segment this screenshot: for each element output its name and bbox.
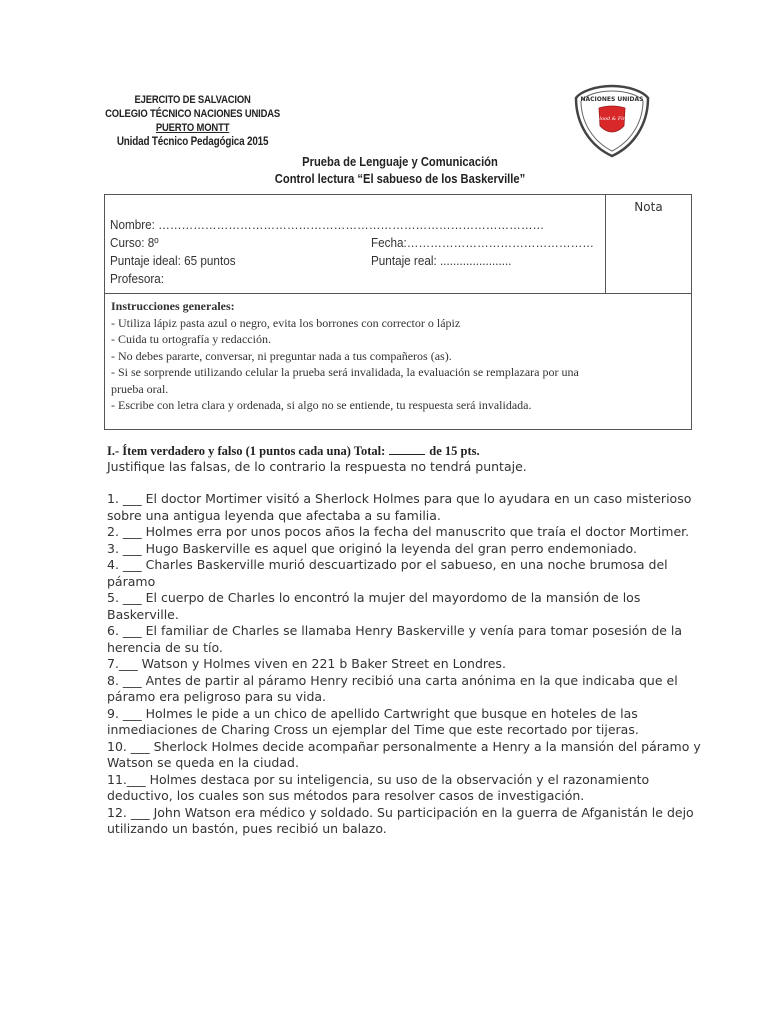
title-line-2: Control lectura “El sabueso de los Baskerville”: [274, 171, 526, 186]
instruction-item: - Si se sorprende utilizando celular la prueba será invalidada, la evaluación se remplazara por una: [111, 365, 579, 379]
question-item: 8. ___ Antes de partir al páramo Henry recibió una carta anónima en la que indicaba que el páramo era peligroso para su vida.: [107, 672, 678, 704]
section-subtitle: Justifique las falsas, de lo contrario la respuesta no tendrá puntaje.: [107, 459, 527, 474]
header-line-3: PUERTO MONTT: [155, 122, 230, 134]
instruction-item: - Cuida tu ortografía y redacción.: [111, 332, 271, 346]
title-line-1: Prueba de Lenguaje y Comunicación: [302, 154, 498, 169]
instruction-item: prueba oral.: [111, 381, 169, 396]
total-score-blank[interactable]: [389, 454, 425, 455]
student-info-table: [104, 194, 692, 430]
question-item: 10. ___ Sherlock Holmes decide acompañar personalmente a Henry a la mansión del páramo y Watson se queda en la ciudad.: [107, 738, 701, 770]
school-logo-icon: [574, 84, 650, 158]
question-item: 6. ___ El familiar de Charles se llamaba Henry Baskerville y venía para tomar posesión de la herencia de su tío.: [107, 623, 683, 655]
puntaje-ideal-label: Puntaje ideal: 65 puntos: [110, 253, 236, 268]
school-header: [104, 93, 281, 149]
section-title-text: I.- Ítem verdadero y falso (1 puntos cada una) Total:: [107, 444, 386, 458]
question-item: 7.___ Watson y Holmes viven en 221 b Baker Street en Londres.: [107, 656, 506, 671]
question-item: 12. ___ John Watson era médico y soldado. Su participación en la guerra de Afganistán le dejo utilizando un bastón, pues recibió un balazo.: [107, 804, 694, 836]
nota-box[interactable]: [605, 195, 691, 293]
header-line-4: Unidad Técnico Pedagógica 2015: [116, 136, 269, 148]
instruction-item: - Utiliza lápiz pasta azul o negro, evita los borrones con corrector o lápiz: [111, 315, 461, 330]
question-item: 2. ___ Holmes erra por unos pocos años la fecha del manuscrito que traía el doctor Mortimer.: [107, 524, 690, 539]
curso-field: Curso: 8º: [110, 235, 159, 250]
profesora-field: Profesora:: [110, 271, 164, 286]
question-item: 3. ___ Hugo Baskerville es aquel que originó la leyenda del gran perro endemoniado.: [107, 540, 637, 556]
question-item: 11.___ Holmes destaca por su inteligencia, su uso de la observación y el razonamiento deductivo, los cuales son sus métodos para resolver casos de investigación.: [107, 771, 650, 803]
question-item: 9. ___ Holmes le pide a un chico de apellido Cartwright que busque en hoteles de las inmediaciones de Charing Cross un ejemplar del Time que este recortado por tijeras.: [107, 705, 639, 737]
question-list: [107, 491, 707, 838]
instruction-item: - No debes pararte, conversar, ni preguntar nada a tus compañeros (as).: [111, 348, 452, 363]
nota-label: Nota: [634, 200, 663, 214]
instructions-section: [111, 298, 681, 414]
header-line-1: EJERCITO DE SALVACION: [134, 94, 251, 106]
fecha-field[interactable]: Fecha:…………………………………………: [371, 235, 594, 250]
exam-title: [200, 153, 600, 187]
puntaje-real-field[interactable]: Puntaje real: ......................: [371, 253, 512, 268]
instruction-item: - Escribe con letra clara y ordenada, si algo no se entiende, tu respuesta será invalidada.: [111, 398, 532, 412]
section-title: [107, 444, 697, 459]
svg-text:Blood & Fire: Blood & Fire: [595, 116, 629, 122]
logo-ring-text: NACIONES UNIDAS: [580, 96, 644, 103]
instructions-heading: Instrucciones generales:: [111, 299, 235, 313]
true-false-section: [107, 444, 697, 475]
question-item: 1. ___ El doctor Mortimer visitó a Sherlock Holmes para que lo ayudara en un caso misterioso sobre una antigua leyenda que afectaba a su familia.: [107, 491, 692, 523]
question-item: 5. ___ El cuerpo de Charles lo encontró la mujer del mayordomo de la mansión de los Baskerville.: [107, 590, 641, 622]
question-item: 4. ___ Charles Baskerville murió descuartizado por el sabueso, en una noche brumosa del páramo: [107, 557, 668, 589]
section-total-suffix: de 15 pts.: [429, 444, 480, 458]
header-line-2: COLEGIO TÉCNICO NACIONES UNIDAS: [105, 108, 281, 120]
nombre-field[interactable]: Nombre: ………………………………………………………………………………………: [110, 217, 545, 232]
student-info-section: [105, 195, 691, 294]
